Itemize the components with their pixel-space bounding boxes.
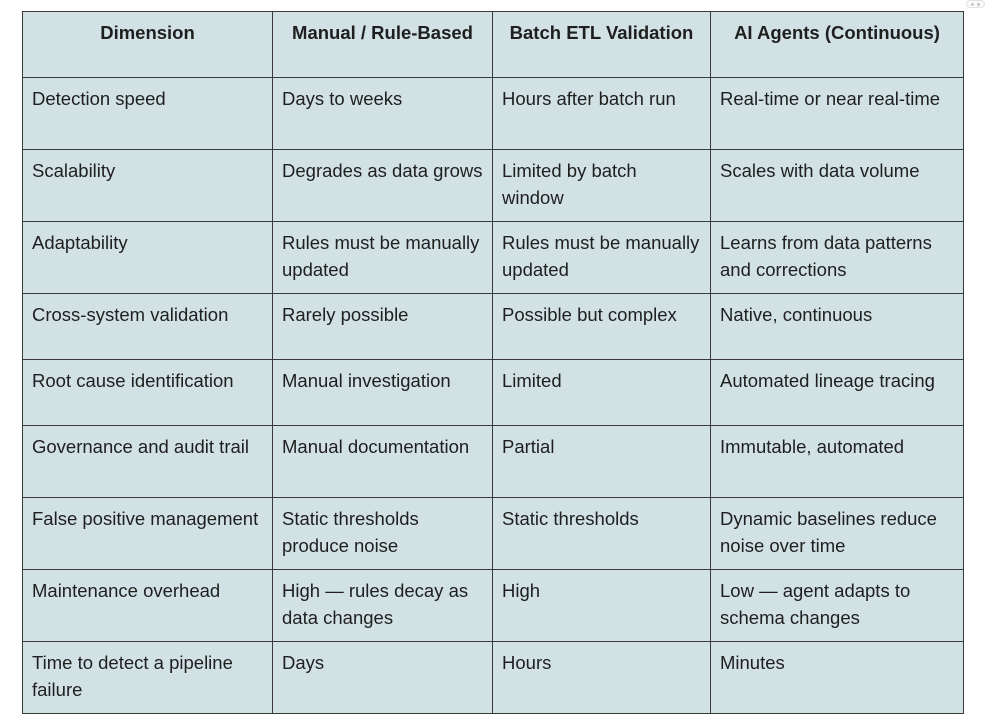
row-manual-cell: Manual investigation (273, 360, 493, 426)
table-row (23, 294, 964, 360)
row-batch-cell: Static thresholds (493, 498, 711, 570)
row-manual-cell: High — rules decay as data changes (273, 570, 493, 642)
row-ai-cell: Automated lineage tracing (711, 360, 964, 426)
row-batch-cell: Possible but complex (493, 294, 711, 360)
row-dimension-cell: Root cause identification (23, 360, 273, 426)
table-row (23, 150, 964, 222)
table-row (23, 78, 964, 150)
row-dimension-cell: Cross-system validation (23, 294, 273, 360)
row-dimension-cell: Time to detect a pipeline failure (23, 642, 273, 714)
table-row (23, 222, 964, 294)
row-batch-cell: Limited by batch window (493, 150, 711, 222)
header-batch-etl-validation: Batch ETL Validation (493, 12, 711, 78)
header-dimension: Dimension (23, 12, 273, 78)
handle-dot-icon (977, 3, 980, 6)
row-ai-cell: Dynamic baselines reduce noise over time (711, 498, 964, 570)
table-row (23, 360, 964, 426)
row-ai-cell: Minutes (711, 642, 964, 714)
row-dimension-cell: Governance and audit trail (23, 426, 273, 498)
row-ai-cell: Low — agent adapts to schema changes (711, 570, 964, 642)
table-resize-handle[interactable] (966, 0, 985, 8)
table-row (23, 642, 964, 714)
header-row (23, 12, 964, 78)
row-dimension-cell: Detection speed (23, 78, 273, 150)
row-batch-cell: Hours (493, 642, 711, 714)
row-dimension-cell: False positive management (23, 498, 273, 570)
row-ai-cell: Learns from data patterns and corrections (711, 222, 964, 294)
handle-dot-icon (971, 3, 974, 6)
row-manual-cell: Days to weeks (273, 78, 493, 150)
table-row (23, 498, 964, 570)
row-manual-cell: Degrades as data grows (273, 150, 493, 222)
row-manual-cell: Manual documentation (273, 426, 493, 498)
comparison-table-container (22, 11, 963, 714)
row-ai-cell: Native, continuous (711, 294, 964, 360)
row-manual-cell: Static thresholds produce noise (273, 498, 493, 570)
table-row (23, 570, 964, 642)
row-batch-cell: High (493, 570, 711, 642)
row-dimension-cell: Scalability (23, 150, 273, 222)
row-manual-cell: Days (273, 642, 493, 714)
row-manual-cell: Rarely possible (273, 294, 493, 360)
header-ai-agents: AI Agents (Continuous) (711, 12, 964, 78)
row-dimension-cell: Adaptability (23, 222, 273, 294)
row-batch-cell: Rules must be manually updated (493, 222, 711, 294)
table-row (23, 426, 964, 498)
header-manual-rule-based: Manual / Rule-Based (273, 12, 493, 78)
row-ai-cell: Immutable, automated (711, 426, 964, 498)
row-batch-cell: Partial (493, 426, 711, 498)
row-batch-cell: Limited (493, 360, 711, 426)
row-ai-cell: Real-time or near real-time (711, 78, 964, 150)
row-batch-cell: Hours after batch run (493, 78, 711, 150)
row-manual-cell: Rules must be manually updated (273, 222, 493, 294)
row-dimension-cell: Maintenance overhead (23, 570, 273, 642)
row-ai-cell: Scales with data volume (711, 150, 964, 222)
comparison-table (22, 11, 964, 714)
